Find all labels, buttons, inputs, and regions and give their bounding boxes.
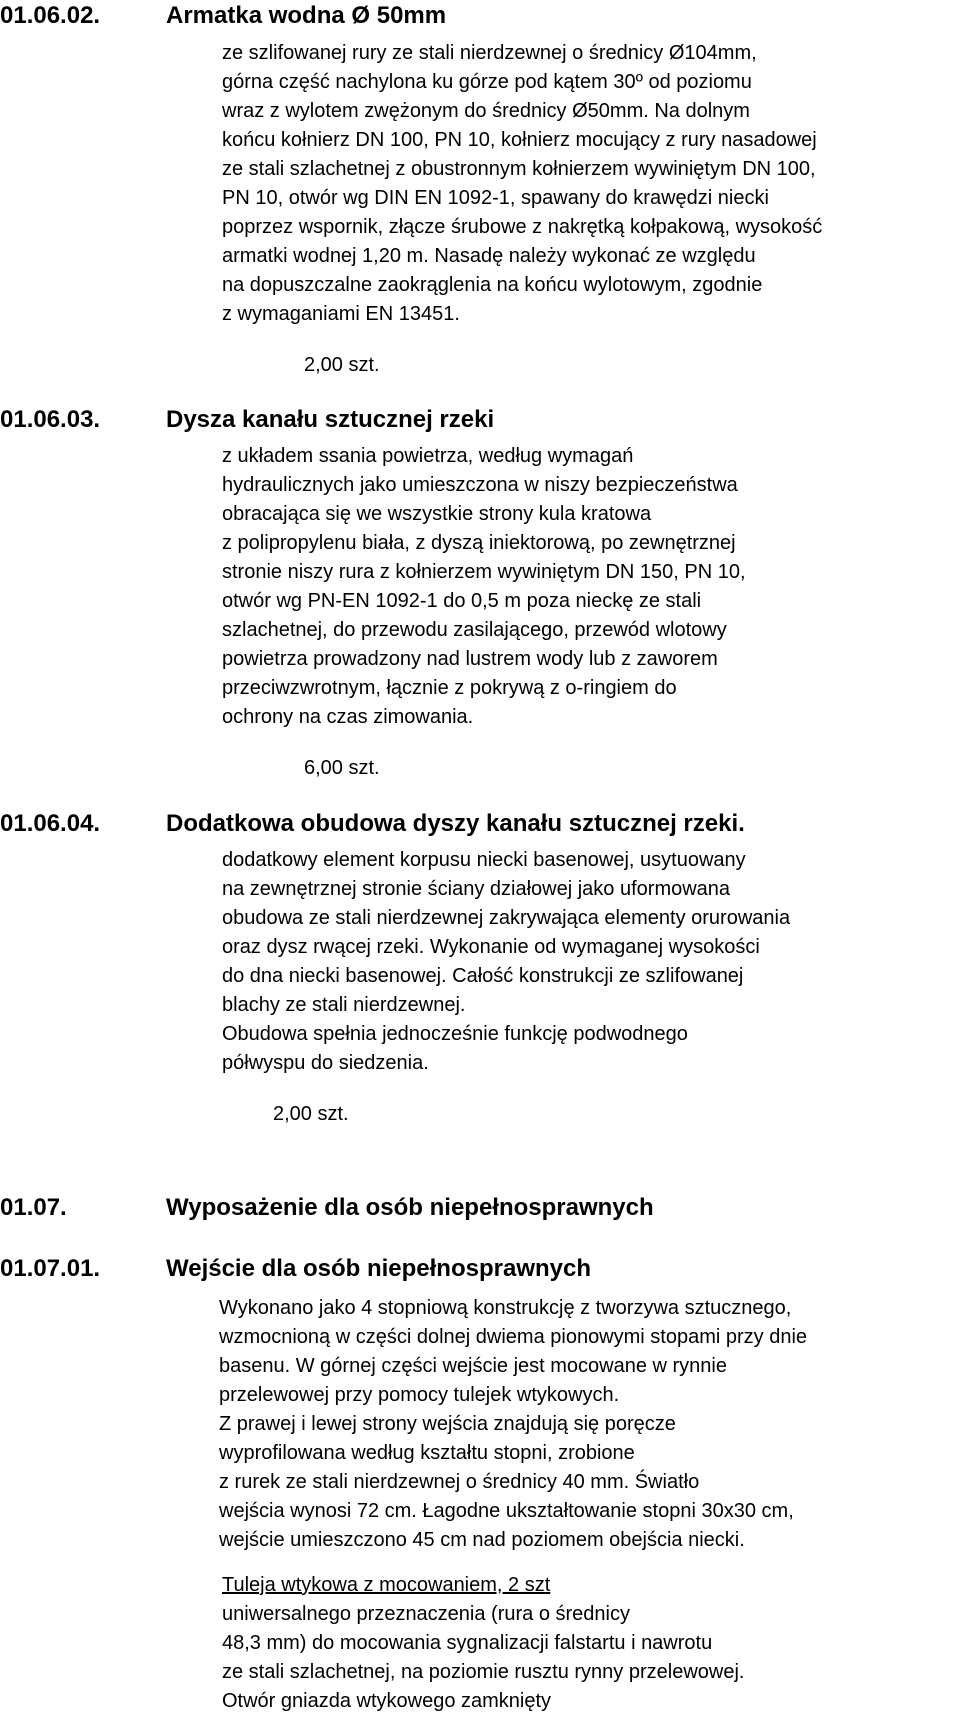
description-line: ochrony na czas zimowania. — [222, 706, 474, 728]
description-line: hydraulicznych jako umieszczona w niszy bezpieczeństwa — [222, 474, 738, 496]
description-line: wejścia wynosi 72 cm. Łagodne ukształtowanie stopni 30x30 cm, — [219, 1500, 794, 1522]
section-number: 01.07. — [0, 1194, 67, 1221]
description-line: ze szlifowanej rury ze stali nierdzewnej o średnicy Ø104mm, — [222, 42, 757, 64]
description-line: z rurek ze stali nierdzewnej o średnicy 40 mm. Światło — [219, 1471, 700, 1493]
section-number: 01.06.04. — [0, 810, 101, 837]
description-line: z wymaganiami EN 13451. — [222, 303, 460, 325]
description-line: PN 10, otwór wg DIN EN 1092-1, spawany do krawędzi niecki — [222, 187, 769, 209]
description-line: ze stali szlachetnej, na poziomie rusztu rynny przelewowej. — [222, 1661, 745, 1683]
section-title: Dodatkowa obudowa dyszy kanału sztucznej rzeki. — [166, 810, 745, 837]
description-line: z polipropylenu biała, z dyszą iniektorową, po zewnętrznej — [222, 532, 736, 554]
section-number: 01.06.02. — [0, 2, 101, 29]
description-line: oraz dysz rwącej rzeki. Wykonanie od wymaganej wysokości — [222, 936, 760, 958]
section-title: Wejście dla osób niepełnosprawnych — [166, 1255, 592, 1282]
description-line: wraz z wylotem zwężonym do średnicy Ø50mm. Na dolnym — [222, 100, 750, 122]
section-number: 01.07.01. — [0, 1255, 101, 1282]
description-line: obudowa ze stali nierdzewnej zakrywająca elementy orurowania — [222, 907, 791, 929]
subsection-tuleja — [222, 1571, 942, 1716]
section-description — [222, 39, 942, 329]
description-line: ze stali szlachetnej z obustronnym kołnierzem wywiniętym DN 100, — [222, 158, 816, 180]
description-line: Otwór gniazda wtykowego zamknięty — [222, 1690, 552, 1712]
description-line: do dna niecki basenowej. Całość konstrukcji ze szlifowanej — [222, 965, 744, 987]
section-title: Dysza kanału sztucznej rzeki — [166, 406, 495, 433]
subsection-heading: Tuleja wtykowa z mocowaniem, 2 szt — [222, 1574, 551, 1596]
quantity-value: 6,00 szt. — [304, 757, 380, 779]
description-line: uniwersalnego przeznaczenia (rura o średnicy — [222, 1603, 630, 1625]
section-description — [222, 846, 942, 1078]
section-title: Wyposażenie dla osób niepełnosprawnych — [166, 1194, 654, 1221]
description-line: 48,3 mm) do mocowania sygnalizacji falstartu i nawrotu — [222, 1632, 713, 1654]
description-line: wzmocnioną w części dolnej dwiema pionowymi stopami przy dnie — [219, 1326, 808, 1348]
description-line: końcu kołnierz DN 100, PN 10, kołnierz mocujący z rury nasadowej — [222, 129, 817, 151]
description-line: blachy ze stali nierdzewnej. — [222, 994, 466, 1016]
description-line: na zewnętrznej stronie ściany działowej jako uformowana — [222, 878, 731, 900]
description-line: półwyspu do siedzenia. — [222, 1052, 429, 1074]
description-line: Obudowa spełnia jednocześnie funkcję podwodnego — [222, 1023, 688, 1045]
description-line: poprzez wspornik, złącze śrubowe z nakrętką kołpakową, wysokość — [222, 216, 823, 238]
description-line: szlachetnej, do przewodu zasilającego, przewód wlotowy — [222, 619, 727, 641]
description-line: z układem ssania powietrza, według wymagań — [222, 445, 634, 467]
description-line: stronie niszy rura z kołnierzem wywiniętym DN 150, PN 10, — [222, 561, 746, 583]
description-line: Wykonano jako 4 stopniową konstrukcję z tworzywa sztucznego, — [219, 1297, 792, 1319]
description-line: armatki wodnej 1,20 m. Nasadę należy wykonać ze względu — [222, 245, 756, 267]
description-line: górna część nachylona ku górze pod kątem 30º od poziomu — [222, 71, 752, 93]
description-line: obracająca się we wszystkie strony kula kratowa — [222, 503, 652, 525]
description-line: wyprofilowana według kształtu stopni, zrobione — [219, 1442, 635, 1464]
section-description — [219, 1294, 949, 1555]
description-line: powietrza prowadzony nad lustrem wody lub z zaworem — [222, 648, 718, 670]
section-number: 01.06.03. — [0, 406, 101, 433]
section-title: Armatka wodna Ø 50mm — [166, 2, 447, 29]
quantity-value: 2,00 szt. — [304, 354, 380, 376]
description-line: Z prawej i lewej strony wejścia znajdują się poręcze — [219, 1413, 676, 1435]
description-line: dodatkowy element korpusu niecki basenowej, usytuowany — [222, 849, 746, 871]
description-line: na dopuszczalne zaokrąglenia na końcu wylotowym, zgodnie — [222, 274, 763, 296]
description-line: otwór wg PN-EN 1092-1 do 0,5 m poza nieckę ze stali — [222, 590, 702, 612]
quantity-value: 2,00 szt. — [273, 1103, 349, 1125]
section-description — [222, 442, 942, 732]
description-line: przeciwzwrotnym, łącznie z pokrywą z o-ringiem do — [222, 677, 677, 699]
description-line: wejście umieszczono 45 cm nad poziomem obejścia niecki. — [219, 1529, 745, 1551]
description-line: basenu. W górnej części wejście jest mocowane w rynnie — [219, 1355, 727, 1377]
description-line: przelewowej przy pomocy tulejek wtykowych. — [219, 1384, 620, 1406]
